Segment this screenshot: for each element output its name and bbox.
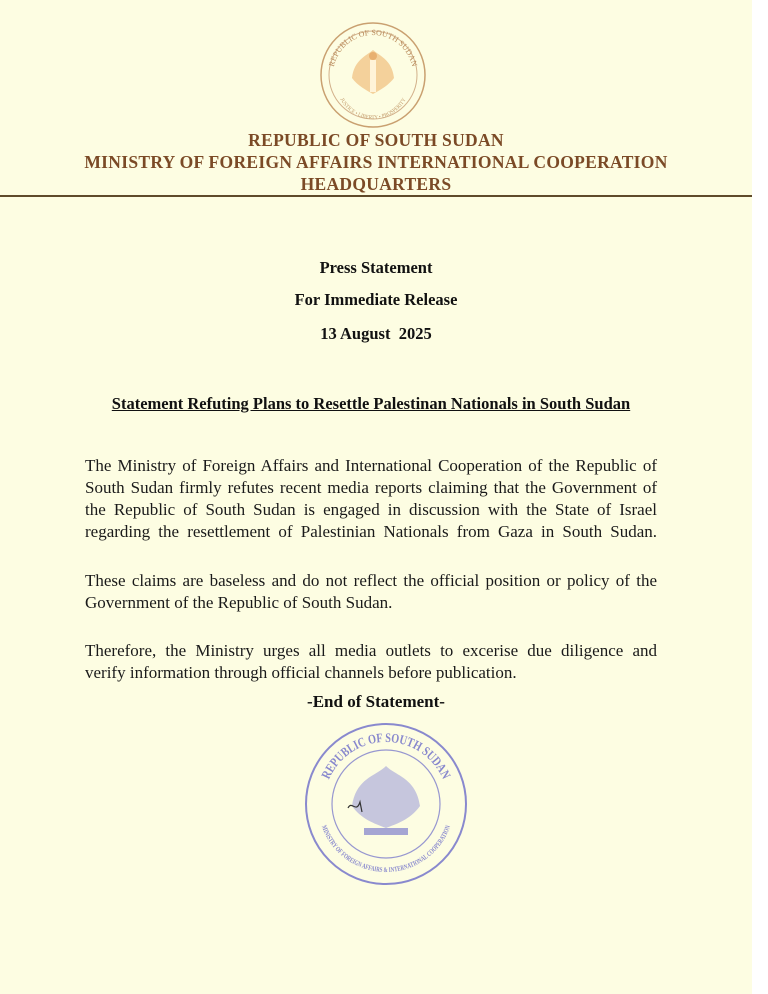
paragraph-line: Government of the Republic of South Sudan. [85, 593, 393, 612]
paragraph-line: Therefore, the Ministry urges all media outlets to excerise due diligence and [85, 641, 657, 660]
seal-text: REPUBLIC OF SOUTH SUDAN [326, 27, 420, 68]
svg-text:JUSTICE • LIBERTY • PROSPERITY [338, 97, 407, 121]
end-of-statement: -End of Statement- [307, 692, 445, 711]
letterhead-ministry: MINISTRY OF FOREIGN AFFAIRS INTERNATIONAL COOPERATION [84, 152, 668, 172]
paragraph-line: The Ministry of Foreign Affairs and International Cooperation of the Republic of [85, 456, 657, 475]
official-stamp [296, 716, 476, 886]
paragraph-line: the Republic of South Sudan is engaged in discussion with the State of Israel [85, 500, 657, 519]
paragraph-line: South Sudan firmly refutes recent media reports claiming that the Government of [85, 478, 657, 497]
seal-motto: JUSTICE • LIBERTY • PROSPERITY [338, 96, 408, 122]
stamp-inner-text: MINISTRY OF FOREIGN AFFAIRS & INTERNATIONAL COOPERATION [319, 822, 453, 875]
press-statement-label: Press Statement [319, 258, 433, 277]
paragraph-line: regarding the resettlement of Palestinian Nationals from Gaza in South Sudan. [85, 522, 657, 541]
paragraph-line: These claims are baseless and do not reflect the official position or policy of the [85, 571, 657, 590]
letterhead-republic: REPUBLIC OF SOUTH SUDAN [248, 130, 504, 150]
release-label: For Immediate Release [294, 290, 458, 309]
stamp-outer-text: REPUBLIC OF SOUTH SUDAN [318, 729, 455, 783]
letterhead-divider [0, 195, 752, 197]
coat-of-arms-seal [318, 20, 428, 130]
statement-title: Statement Refuting Plans to Resettle Palestinan Nationals in South Sudan [111, 394, 631, 413]
statement-date: 13 August 2025 [320, 324, 432, 343]
paragraph-line: verify information through official channels before publication. [85, 663, 517, 682]
letterhead-headquarters: HEADQUARTERS [300, 174, 452, 194]
